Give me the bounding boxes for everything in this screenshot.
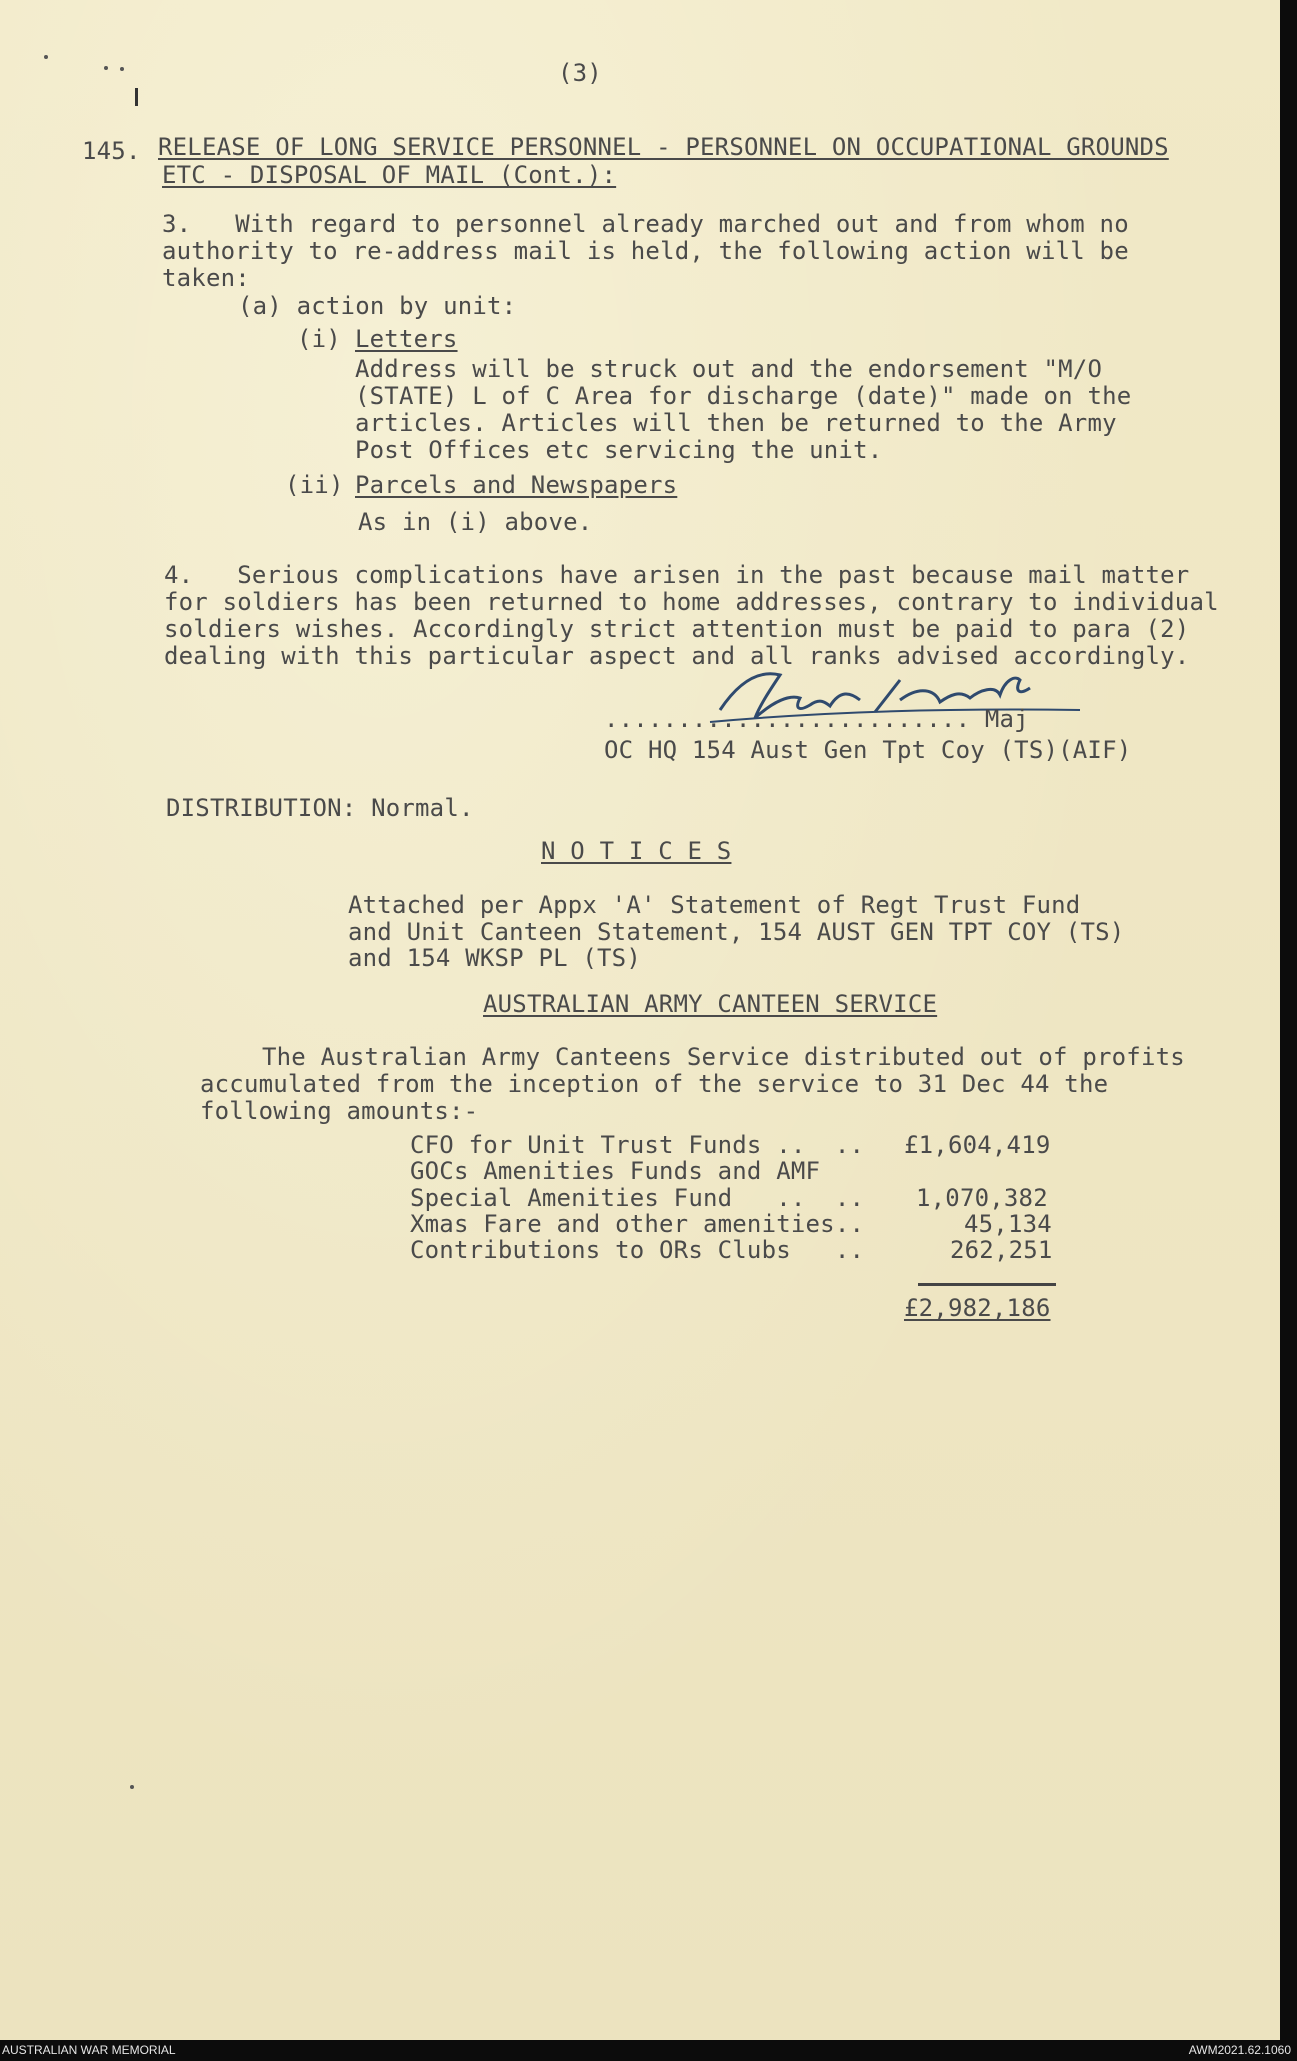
page-number: (3) — [558, 59, 602, 87]
para3-line-2: authority to re-address mail is held, the following action will be — [162, 237, 1129, 265]
canteen-item-label: CFO for Unit Trust Funds .. .. — [410, 1131, 865, 1159]
para3-i-line-3: articles. Articles will then be returned to the Army — [355, 409, 1117, 437]
canteen-item-label: Contributions to ORs Clubs .. — [410, 1236, 865, 1264]
canteen-item-label: Special Amenities Fund .. .. — [410, 1184, 865, 1212]
canteen-item-label: GOCs Amenities Funds and AMF — [410, 1157, 821, 1185]
speck — [104, 66, 108, 70]
para3-a: (a) action by unit: — [238, 292, 517, 320]
heading-line-1: RELEASE OF LONG SERVICE PERSONNEL - PERSONNEL ON OCCUPATIONAL GROUNDS — [158, 133, 1169, 161]
para3-i-line-4: Post Offices etc servicing the unit. — [355, 436, 883, 464]
notices-line-1: Attached per Appx 'A' Statement of Regt Trust Fund — [348, 891, 1081, 919]
canteen-item-amount: 1,070,382 — [916, 1184, 1048, 1212]
speck — [130, 1785, 134, 1789]
canteen-total: £2,982,186 — [904, 1294, 1051, 1322]
para3-ii-title: Parcels and Newspapers — [355, 471, 678, 499]
signature-dots: ......................... Maj — [604, 705, 1029, 733]
canteen-intro-3: following amounts:- — [200, 1097, 479, 1125]
para4-line-2: for soldiers has been returned to home addresses, contrary to individual — [164, 588, 1219, 616]
para3-i-title: Letters — [355, 325, 458, 353]
heading-number: 145. — [82, 137, 141, 165]
notices-line-2: and Unit Canteen Statement, 154 AUST GEN TPT COY (TS) — [348, 918, 1125, 946]
para4-line-3: soldiers wishes. Accordingly strict attention must be paid to para (2) — [164, 615, 1190, 643]
para3-i-line-2: (STATE) L of C Area for discharge (date)" made on the — [355, 382, 1132, 410]
signature-title: OC HQ 154 Aust Gen Tpt Coy (TS)(AIF) — [604, 736, 1132, 764]
para3-ii-label: (ii) — [285, 471, 344, 499]
notices-heading: N O T I C E S — [541, 837, 732, 865]
speck — [44, 55, 48, 59]
canteen-intro-1: The Australian Army Canteens Service distributed out of profits — [262, 1043, 1185, 1071]
para4-line-4: dealing with this particular aspect and all ranks advised accordingly. — [164, 642, 1190, 670]
para3-i-label: (i) — [297, 325, 341, 353]
canteen-item-amount: £1,604,419 — [904, 1131, 1051, 1159]
canteen-item-label: Xmas Fare and other amenities.. — [410, 1210, 865, 1238]
canteen-item-amount: 262,251 — [950, 1236, 1053, 1264]
notices-line-3: and 154 WKSP PL (TS) — [348, 944, 641, 972]
canteen-heading: AUSTRALIAN ARMY CANTEEN SERVICE — [483, 990, 938, 1018]
canteen-item-amount: 45,134 — [964, 1210, 1052, 1238]
total-rule — [918, 1283, 1056, 1286]
para4-line-1: 4. Serious complications have arisen in the past because mail matter — [164, 561, 1190, 589]
distribution: DISTRIBUTION: Normal. — [166, 794, 474, 822]
heading-line-2: ETC - DISPOSAL OF MAIL (Cont.): — [162, 161, 617, 189]
para3-i-line-1: Address will be struck out and the endorsement "M/O — [355, 355, 1103, 383]
para3-ii-text: As in (i) above. — [358, 508, 593, 536]
canteen-intro-2: accumulated from the inception of the service to 31 Dec 44 the — [200, 1070, 1109, 1098]
speck — [120, 67, 124, 71]
ink-mark — [135, 88, 138, 106]
footer-right: AWM2021.62.1060 — [1188, 2043, 1291, 2057]
footer-left: AUSTRALIAN WAR MEMORIAL — [2, 2043, 176, 2057]
para3-line-3: taken: — [162, 264, 250, 292]
para3-line-1: 3. With regard to personnel already marched out and from whom no — [162, 210, 1129, 238]
